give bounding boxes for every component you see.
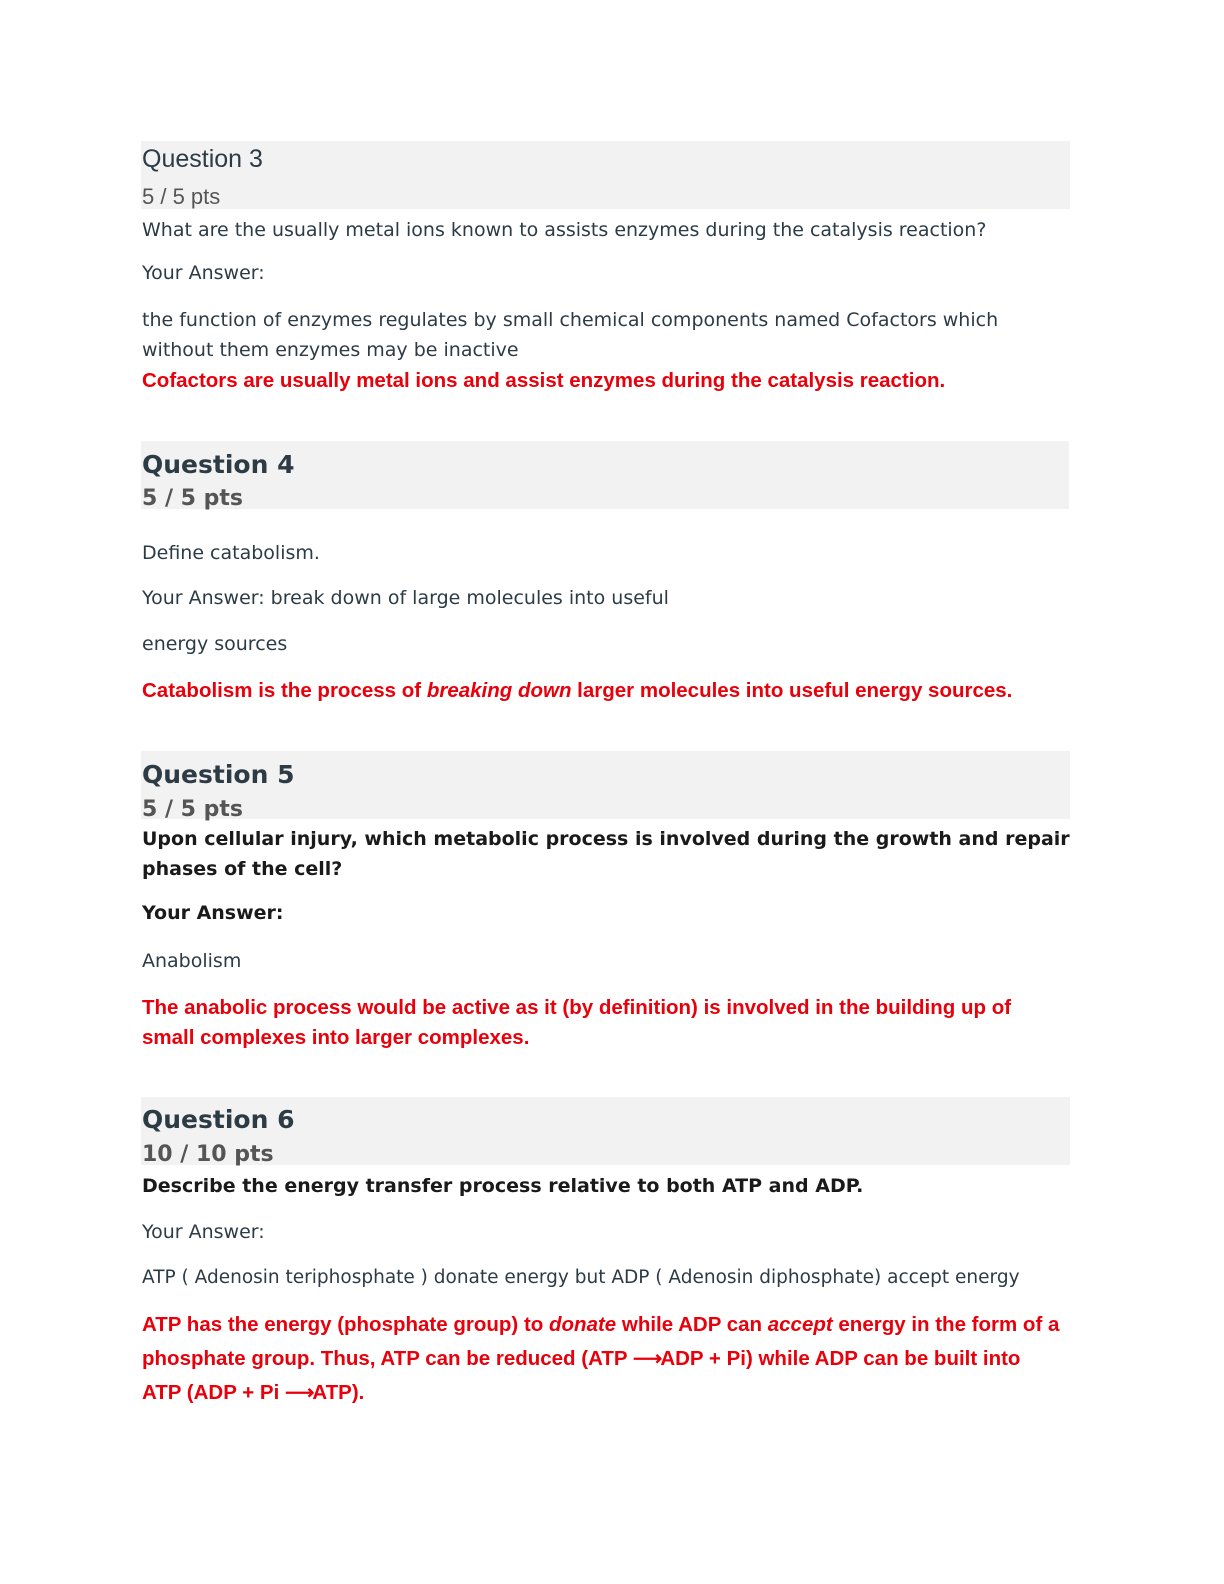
question-3-answer-label: Your Answer: xyxy=(142,262,265,284)
question-4-text: Define catabolism. xyxy=(142,542,320,564)
question-3-header xyxy=(141,141,1070,209)
question-6-correct-part2: while ADP can xyxy=(616,1313,768,1336)
question-5-correct-answer: The anabolic process would be active as it (by definition) is involved in the building up of small complexes into larger complexes. xyxy=(142,996,1012,1049)
question-3-points: 5 / 5 pts xyxy=(142,184,221,209)
question-6-answer: ATP ( Adenosin teriphosphate ) donate energy but ADP ( Adenosin diphosphate) accept energy xyxy=(142,1267,1020,1288)
question-4-answer-line2: energy sources xyxy=(142,633,288,655)
question-6-correct-donate: donate xyxy=(549,1313,617,1336)
question-4-correct-pre: Catabolism is the process of xyxy=(142,679,427,702)
question-6-correct-part5: ATP). xyxy=(312,1381,365,1404)
question-6-correct-part1: ATP has the energy (phosphate group) to xyxy=(142,1313,549,1336)
question-6-correct-part4: ADP + Pi) while ADP can be built into ATP (ADP + Pi xyxy=(142,1347,1021,1404)
question-6-answer-label: Your Answer: xyxy=(142,1221,265,1243)
question-6-text: Describe the energy transfer process relative to both ATP and ADP. xyxy=(142,1175,864,1197)
reaction-arrow-icon: ⟶ xyxy=(284,1381,313,1404)
question-3-answer: the function of enzymes regulates by small chemical components named Cofactors which without them enzymes may be inactive xyxy=(142,309,999,361)
question-3-correct-answer: Cofactors are usually metal ions and assist enzymes during the catalysis reaction. xyxy=(142,369,946,392)
reaction-arrow-icon: ⟶ xyxy=(632,1347,661,1370)
question-4-title: Question 4 xyxy=(142,450,295,479)
question-5-text: Upon cellular injury, which metabolic process is involved during the growth and repair phases of the cell? xyxy=(142,828,1070,880)
question-5-points: 5 / 5 pts xyxy=(142,797,243,822)
question-4-answer-line1: Your Answer: break down of large molecules into useful xyxy=(142,587,669,609)
question-4-correct-emphasis: breaking down xyxy=(426,679,572,702)
question-6-points: 10 / 10 pts xyxy=(142,1142,274,1167)
question-6-correct-accept: accept xyxy=(767,1313,833,1336)
question-6-correct-part3: energy in the form of a phosphate group. Thus, ATP can be reduced (ATP xyxy=(142,1313,1060,1370)
question-5-answer-label: Your Answer: xyxy=(142,902,284,924)
question-3-text: What are the usually metal ions known to assists enzymes during the catalysis reaction? xyxy=(142,219,987,241)
question-6-correct-answer xyxy=(142,1308,1062,1410)
question-4-correct-answer xyxy=(142,676,1072,706)
question-5-title: Question 5 xyxy=(142,760,295,789)
question-4-correct-post: larger molecules into useful energy sources. xyxy=(571,679,1013,702)
question-5-answer: Anabolism xyxy=(142,950,242,972)
question-3-title: Question 3 xyxy=(142,145,263,173)
question-6-title: Question 6 xyxy=(142,1105,295,1134)
question-4-points: 5 / 5 pts xyxy=(142,486,243,511)
